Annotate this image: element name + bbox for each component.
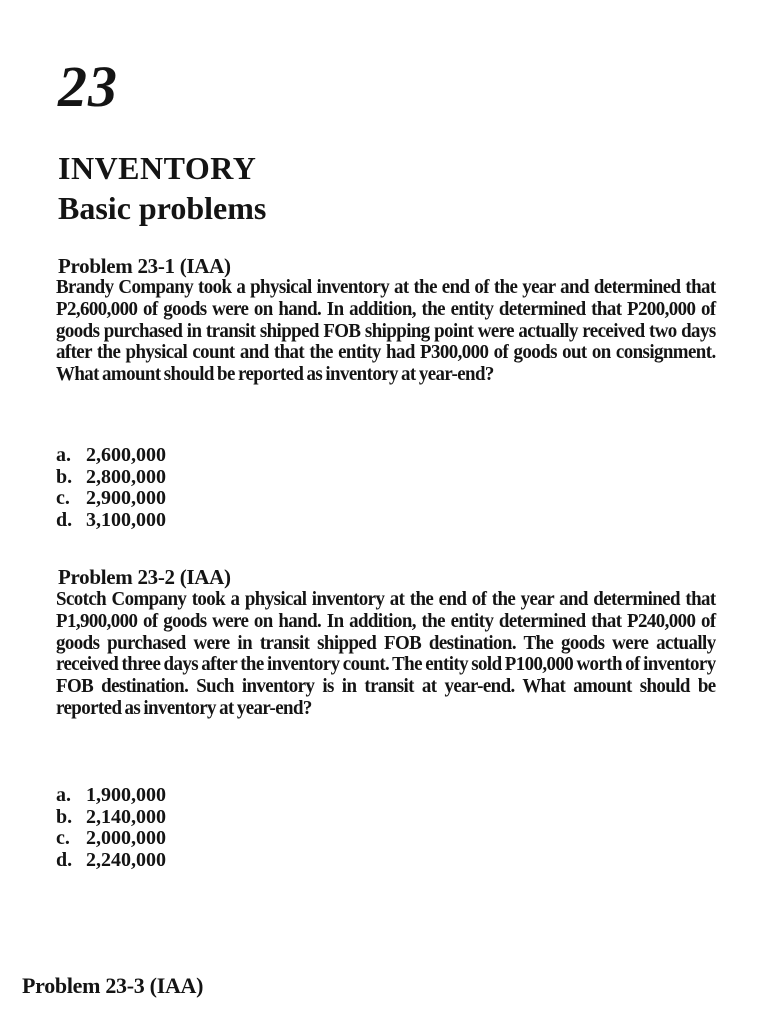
option-value: 2,240,000 <box>86 848 166 871</box>
option-value: 2,600,000 <box>86 444 166 466</box>
chapter-title: INVENTORY <box>58 150 257 186</box>
option-letter: a. <box>56 444 71 466</box>
option-letter: d. <box>56 848 73 871</box>
answer-option <box>56 850 166 872</box>
answer-option <box>56 510 166 532</box>
problem-heading: Problem 23-2 (IAA) <box>58 565 231 589</box>
option-value: 2,000,000 <box>86 827 166 849</box>
option-value: 2,800,000 <box>86 465 166 488</box>
answer-option <box>56 488 166 510</box>
problem-heading: Problem 23-3 (IAA) <box>22 973 204 998</box>
problem-heading: Problem 23-1 (IAA) <box>58 254 231 278</box>
option-value: 3,100,000 <box>86 508 166 531</box>
answer-options <box>56 445 166 531</box>
option-letter: b. <box>56 805 73 828</box>
answer-option <box>56 785 166 807</box>
answer-option <box>56 445 166 467</box>
option-letter: c. <box>56 487 70 509</box>
answer-option <box>56 828 166 850</box>
problem-text: Scotch Company took a physical inventory at the end of the year and determined that P1,900,000 of goods were on hand. In addition, the entity determined that P240,000 of goods purchased were in transit shipped FOB destination. The goods were actually received three days after the inventory count. The entity sold P100,000 worth of inventory FOB destination. Such inventory is in transit at year-end. What amount should be reported as inventory at year-end? <box>56 589 716 719</box>
option-letter: d. <box>56 508 73 531</box>
answer-options <box>56 785 166 871</box>
option-letter: a. <box>56 784 71 806</box>
problem-text: Brandy Company took a physical inventory at the end of the year and determined that P2,600,000 of goods were on hand. In addition, the entity determined that P200,000 of goods purchased in transit shipped FOB shipping point were actually received two days after the physical count and that the entity had P300,000 of goods out on consignment. What amount should be reported as inventory at year-end? <box>56 277 716 386</box>
chapter-number: 23 <box>58 54 118 119</box>
option-letter: c. <box>56 827 70 849</box>
option-letter: b. <box>56 465 73 488</box>
option-value: 1,900,000 <box>86 784 166 806</box>
answer-option <box>56 467 166 489</box>
chapter-subtitle: Basic problems <box>58 190 267 226</box>
option-value: 2,140,000 <box>86 805 166 828</box>
option-value: 2,900,000 <box>86 487 166 509</box>
answer-option <box>56 807 166 829</box>
